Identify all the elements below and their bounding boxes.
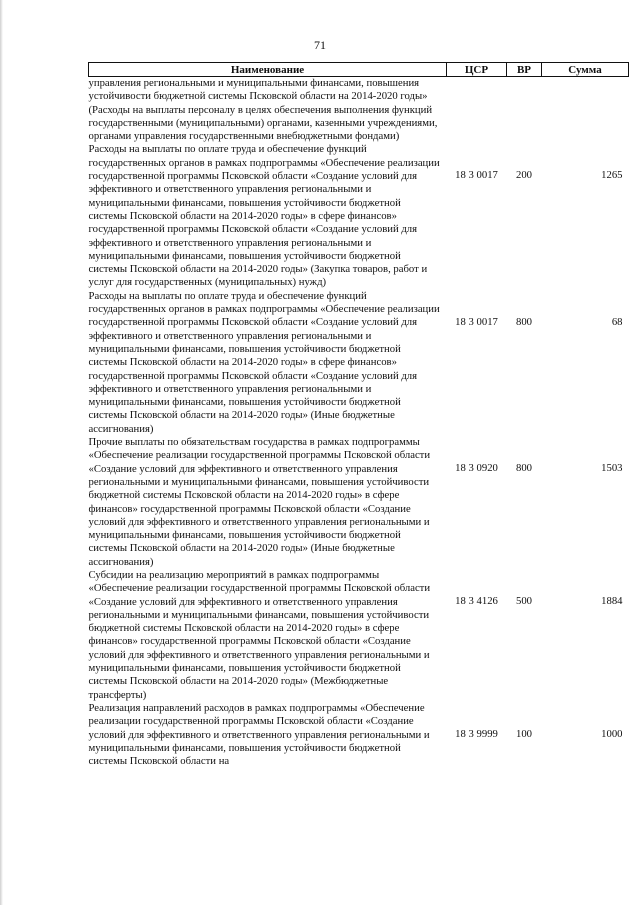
page-number: 71 [314,38,326,52]
row-name: Прочие выплаты по обязательствам государства в рамках подпрограммы «Обеспечение реализации государственной программы Псковской области «Создание условий для эффективного и ответственного управления региональными и муниципальными финансами, повышения устойчивости бюджетной системы Псковской области на 2014-2020 годы» в сфере финансов» государственной программы Псковской области «Создание условий для эффективного и ответственного управления региональными и муниципальными финансами, повышения устойчивости бюджетной системы Псковской области на 2014-2020 годы» (Иные бюджетные ассигнования) [88,436,431,568]
row-name: Расходы на выплаты по оплате труда и обеспечение функций государственных органов в рамках подпрограммы «Обеспечение реализации государственной программы Псковской области «Создание условий для эффективного и ответственного управления региональными и муниципальными финансами, повышения устойчивости бюджетной системы Псковской области на 2014-2020 годы» в сфере финансов» государственной программы Псковской области «Создание условий для эффективного и ответственного управления региональными и муниципальными финансами, повышения устойчивости бюджетной системы Псковской области на 2014-2020 годы» (Иные бюджетные ассигнования) [88,289,440,435]
row-vr: 800 [515,462,533,475]
row-sum: 1503 [601,462,623,475]
row-vr: 500 [515,594,533,607]
row-sum: 68 [611,315,623,328]
row-csr: 18 3 0017 [455,169,498,182]
header-sum: Сумма [542,63,629,77]
header-vr: ВР [507,63,542,77]
row-csr: 18 3 0017 [455,315,498,328]
row-csr: 18 3 9999 [455,727,498,740]
row-csr: 18 3 0920 [455,462,498,475]
row-sum: 1884 [601,594,623,607]
budget-table [88,62,629,768]
row-csr [447,77,507,144]
table-header [89,63,629,77]
row-name: Реализация направлений расходов в рамках подпрограммы «Обеспечение реализации государственной программы Псковской области «Создание условий для эффективного и ответственного управления региональными и муниципальными финансами, повышения устойчивости бюджетной системы Псковской области на [88,701,430,768]
row-sum: 1000 [601,727,623,740]
scan-edge-shadow [0,0,3,905]
row-vr: 200 [515,169,533,182]
header-name: Наименование [89,63,447,77]
table-row [89,143,629,289]
table-row [89,436,629,569]
row-vr: 800 [515,315,533,328]
table-body [89,77,629,769]
table-row [89,77,629,144]
row-name: управления региональными и муниципальными финансами, повышения устойчивости бюджетной системы Псковской области на 2014-2020 годы» (Расходы на выплаты персоналу в целях обеспечения выполнения функций государственными (муниципальными) органами, казенными учреждениями, органами управления государственными внебюджетными фондами) [88,77,438,143]
row-vr: 100 [515,727,533,740]
table-header-row [89,63,629,77]
row-vr [507,77,542,144]
row-name: Субсидии на реализацию мероприятий в рамках подпрограммы «Обеспечение реализации государственной программы Псковской области «Создание условий для эффективного и ответственного управления региональными и муниципальными финансами, повышения устойчивости бюджетной системы Псковской области на 2014-2020 годы» в сфере финансов» государственной программы Псковской области «Создание условий для эффективного и ответственного управления региональными и муниципальными финансами, повышения устойчивости бюджетной системы Псковской области на 2014-2020 годы» (Межбюджетные трансферты) [88,568,431,701]
row-csr: 18 3 4126 [455,594,498,607]
row-sum: 1265 [601,169,623,182]
header-csr: ЦСР [447,63,507,77]
table-row [89,702,629,768]
row-name: Расходы на выплаты по оплате труда и обеспечение функций государственных органов в рамках подпрограммы «Обеспечение реализации государственной программы Псковской области «Создание условий для эффективного и ответственного управления региональными и муниципальными финансами, повышения устойчивости бюджетной системы Псковской области на 2014-2020 годы» в сфере финансов» государственной программы Псковской области «Создание условий для эффективного и ответственного управления региональными и муниципальными финансами, повышения устойчивости бюджетной системы Псковской области на 2014-2020 годы» (Закупка товаров, работ и услуг для государственных (муниципальных) нужд) [88,143,440,289]
table-row [89,290,629,436]
table-row [89,569,629,702]
row-sum [542,77,629,144]
